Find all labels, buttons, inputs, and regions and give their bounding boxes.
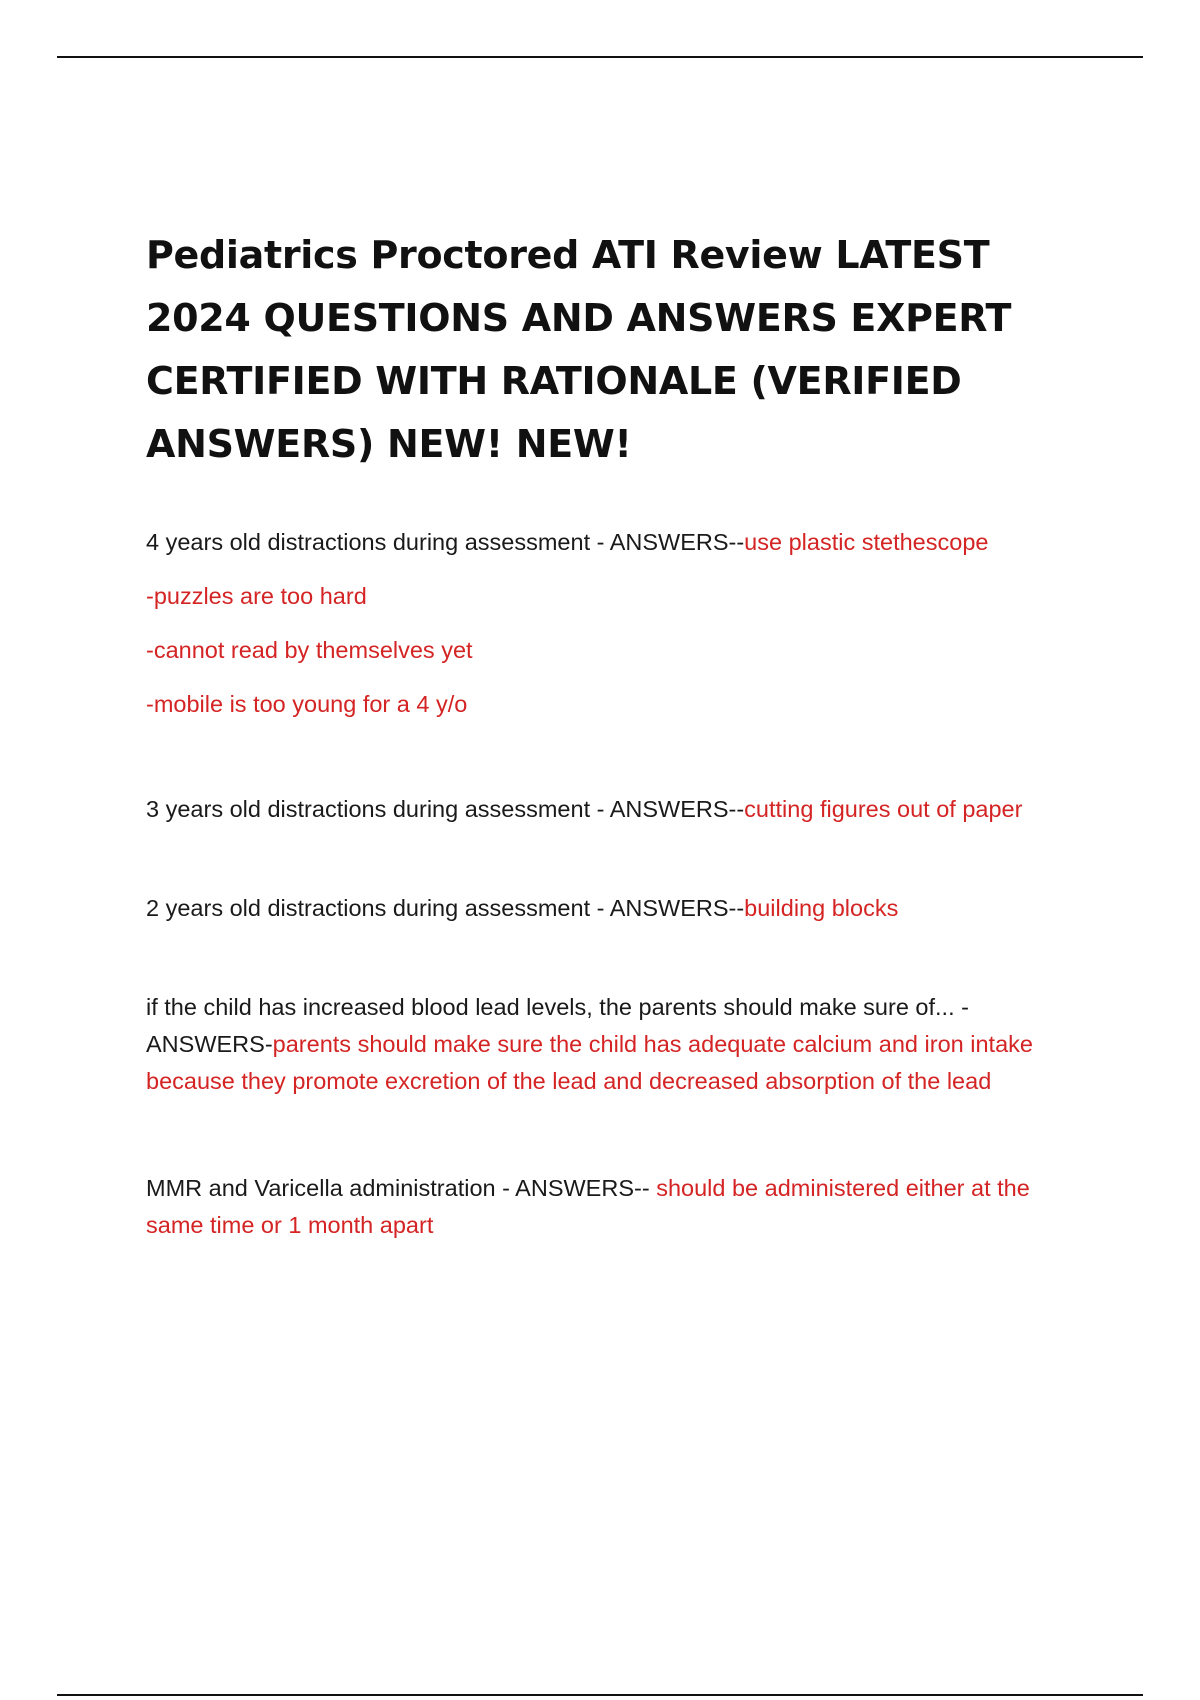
answer-text: building blocks — [744, 895, 899, 921]
question-text: 3 years old distractions during assessment - ANSWERS-- — [146, 796, 745, 822]
qa-item-2-years — [146, 890, 1086, 927]
qa-item-blood-lead — [146, 989, 1086, 1100]
qa-item-4-years — [146, 524, 1086, 561]
answer-text: cutting figures out of paper — [744, 796, 1023, 822]
answer-extra-line: -cannot read by themselves yet — [146, 637, 473, 663]
qa-list — [146, 524, 1086, 1244]
document-body — [146, 224, 1086, 1244]
qa-item-3-years — [146, 791, 1086, 828]
answer-text: use plastic stethescope — [744, 529, 989, 555]
top-divider — [57, 56, 1143, 58]
answer-text: parents should make sure the child has adequate calcium and iron intake because they promote excretion of the lead and decreased absorption of the lead — [146, 1031, 1033, 1094]
question-text: 4 years old distractions during assessment - ANSWERS-- — [146, 529, 745, 555]
answer-extra-line: -puzzles are too hard — [146, 583, 367, 609]
document-title: Pediatrics Proctored ATI Review LATEST 2024 QUESTIONS AND ANSWERS EXPERT CERTIFIED WITH RATIONALE (VERIFIED ANSWERS) NEW! NEW! — [146, 233, 1012, 466]
qa-item-mmr-varicella — [146, 1170, 1086, 1244]
question-text: if the child has increased blood lead levels, the parents should make sure of... - ANSWERS- — [146, 994, 969, 1057]
answer-extra-line: -mobile is too young for a 4 y/o — [146, 691, 468, 717]
answer-text: should be administered either at the same time or 1 month apart — [146, 1175, 1030, 1238]
bottom-divider — [57, 1694, 1143, 1696]
question-text: 2 years old distractions during assessment - ANSWERS-- — [146, 895, 745, 921]
question-text: MMR and Varicella administration - ANSWERS-- — [146, 1175, 657, 1201]
